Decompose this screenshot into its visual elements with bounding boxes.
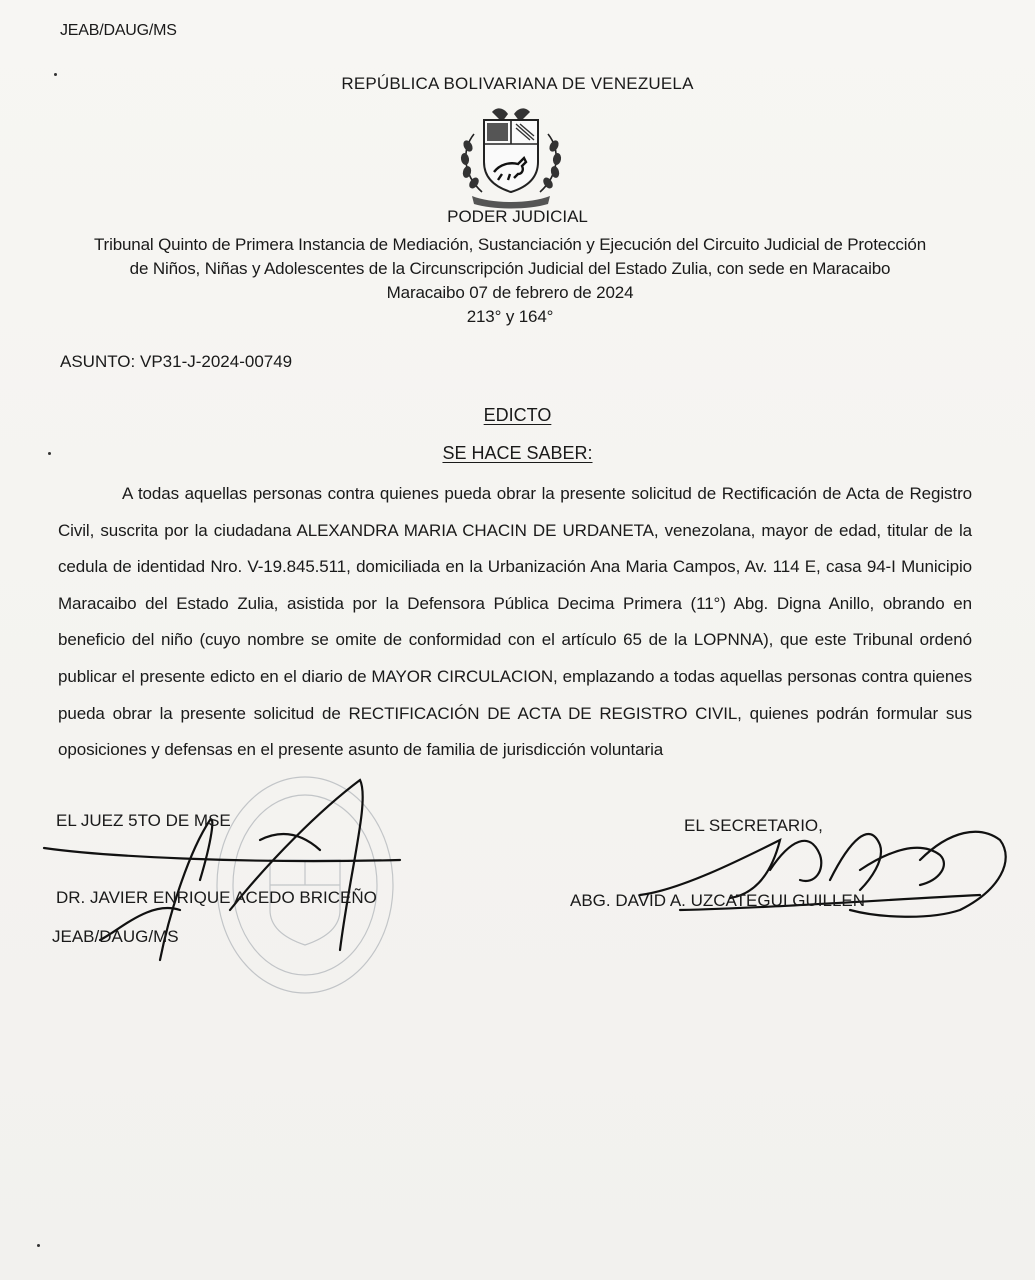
tribunal-line-1: Tribunal Quinto de Primera Instancia de Mediación, Sustanciación y Ejecución del Circuito Judicial de Protección <box>93 235 927 254</box>
poder-judicial-heading: PODER JUDICIAL <box>447 207 588 226</box>
date-line: Maracaibo 07 de febrero de 2024 <box>386 283 634 302</box>
reference-code-bottom: JEAB/DAUG/MS <box>52 927 179 946</box>
scan-speck <box>37 1244 40 1247</box>
se-hace-saber-text: SE HACE SABER: <box>442 443 593 463</box>
tribunal-line-2: de Niños, Niñas y Adolescentes de la Circunscripción Judicial del Estado Zulia, con sede en Maracaibo <box>129 259 891 278</box>
judge-name: DR. JAVIER ENRIQUE ACEDO BRICEÑO <box>56 888 377 907</box>
coat-of-arms-icon <box>452 104 570 212</box>
judge-title: EL JUEZ 5TO DE MSE <box>56 811 231 830</box>
se-hace-saber <box>0 443 1035 464</box>
edicto-title <box>0 405 1035 426</box>
years-line: 213° y 164° <box>466 307 554 326</box>
reference-code-top: JEAB/DAUG/MS <box>60 22 177 39</box>
handwritten-signature-judge <box>40 760 440 980</box>
republic-heading: REPÚBLICA BOLIVARIANA DE VENEZUELA <box>341 74 694 93</box>
edicto-title-text: EDICTO <box>483 405 552 425</box>
secretary-title: EL SECRETARIO, <box>684 816 823 835</box>
case-number: ASUNTO: VP31-J-2024-00749 <box>60 352 293 371</box>
tribunal-heading <box>50 233 970 329</box>
secretary-name: ABG. DAVID A. UZCATEGUI GUILLEN <box>570 891 866 910</box>
edict-body: A todas aquellas personas contra quienes pueda obrar la presente solicitud de Rectificación de Acta de Registro Civil, suscrita por la ciudadana ALEXANDRA MARIA CHACIN DE URDANETA, venezolana, mayor de edad, titular de la cedula de identidad Nro. V-19.845.511, domiciliada en la Urbanización Ana Maria Campos, Av. 114 E, casa 94-I Municipio Maracaibo del Estado Zulia, asistida por la Defensora Pública Decima Primera (11°) Abg. Digna Anillo, obrando en beneficio del niño (cuyo nombre se omite de conformidad con el artículo 65 de la LOPNNA), que este Tribunal ordenó publicar el presente edicto en el diario de MAYOR CIRCULACION, emplazando a todas aquellas personas contra quienes pueda obrar la presente solicitud de RECTIFICACIÓN DE ACTA DE REGISTRO CIVIL, quienes podrán formular sus oposiciones y defensas en el presente asunto de familia de jurisdicción voluntaria <box>58 484 972 760</box>
